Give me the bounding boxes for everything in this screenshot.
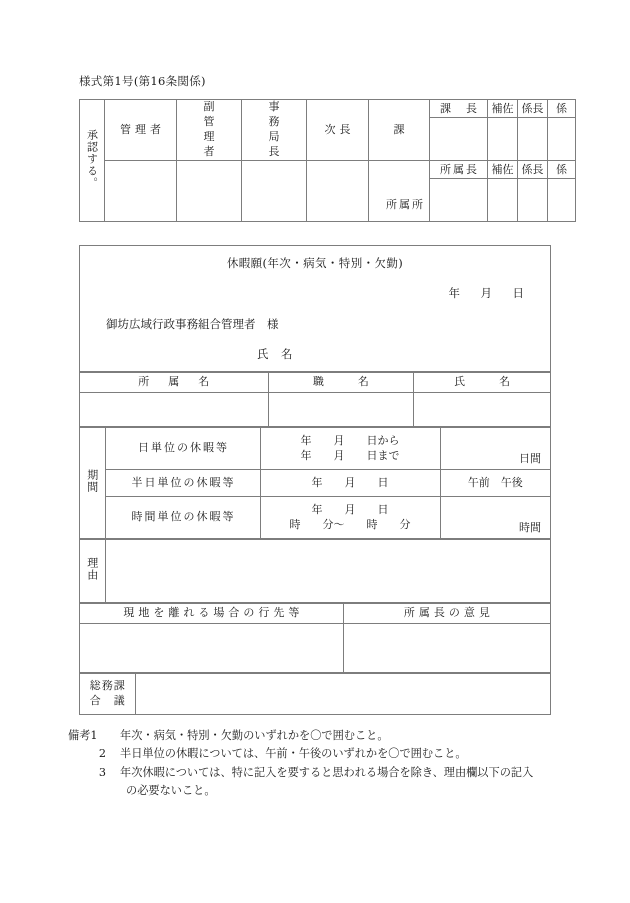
period-row-hour-unit xyxy=(80,497,550,539)
approval-header-hosa-lower xyxy=(488,161,518,179)
approval-label-section-upper: 課 xyxy=(393,123,405,137)
identity-header-name xyxy=(414,373,550,393)
approval-header-kacho-label: 課 長 xyxy=(440,101,479,115)
identity-input-name[interactable] xyxy=(414,393,550,427)
period-row-day-unit xyxy=(80,428,550,470)
date-day-label: 日 xyxy=(512,286,524,300)
note-2-text: 半日単位の休暇については、午前・午後のいずれかを〇で囲むこと。 xyxy=(120,747,467,761)
identity-header-position-label: 職 名 xyxy=(312,375,373,389)
destination-opinion-table xyxy=(80,603,550,673)
approval-cell-approve xyxy=(80,100,105,222)
period-amount-day-label: 日間 xyxy=(519,451,541,465)
reason-label: 理由 xyxy=(85,556,99,581)
approval-cell-secretariat-chief xyxy=(242,100,307,161)
note-item-1 xyxy=(68,727,588,745)
approval-header-row-lower xyxy=(80,161,576,179)
identity-header-name-label: 氏 名 xyxy=(454,375,515,389)
approval-header-kacho xyxy=(430,100,488,118)
supervisor-opinion-header xyxy=(343,604,550,624)
period-amount-hour-label: 時間 xyxy=(519,520,541,534)
identity-input-position[interactable] xyxy=(268,393,414,427)
approval-label-manager: 管理者 xyxy=(120,123,165,137)
approval-header-kakaricho-lower xyxy=(518,161,548,179)
approval-cell-vice-manager xyxy=(177,100,242,161)
form-number: 様式第1号(第16条関係) xyxy=(79,74,206,88)
period-amount-halfday[interactable] xyxy=(440,470,550,497)
identity-header-affiliation xyxy=(80,373,268,393)
note-3-num: 3 xyxy=(98,765,106,779)
period-detail-day-line1: 年 月 日から xyxy=(300,433,400,447)
approval-sign-secretariat-chief[interactable] xyxy=(242,161,307,222)
note-1-text: 年次・病気・特別・欠勤のいずれかを〇で囲むこと。 xyxy=(120,729,389,742)
approval-cell-section-upper xyxy=(369,100,430,161)
general-affairs-row xyxy=(80,674,550,715)
approval-header-kakaricho-upper xyxy=(518,100,548,118)
form-title: 休暇願(年次・病気・特別・欠勤) xyxy=(226,256,404,270)
reason-input[interactable] xyxy=(105,540,550,603)
notes-block xyxy=(68,727,588,801)
approval-header-row-upper xyxy=(80,100,576,118)
note-item-3 xyxy=(68,764,588,782)
applicant-name-label: 氏 名 xyxy=(257,347,293,361)
period-label-cell xyxy=(80,428,105,539)
approval-sign-kakari-upper[interactable] xyxy=(548,118,576,161)
period-amount-day[interactable] xyxy=(440,428,550,470)
approval-cell-section-lower xyxy=(369,161,430,222)
addressee-line: 御坊広域行政事務組合管理者 様 xyxy=(106,317,279,331)
period-amount-halfday-label: 午前 午後 xyxy=(467,475,523,489)
approval-approve-label: 承認する。 xyxy=(85,128,99,189)
approval-sign-kacho[interactable] xyxy=(430,118,488,161)
general-affairs-label-cell xyxy=(80,674,135,715)
approval-sign-kakari-lower[interactable] xyxy=(548,179,576,222)
period-unit-halfday xyxy=(105,470,260,497)
period-unit-hour-label: 時間単位の休暇等 xyxy=(131,510,236,524)
leave-request-form xyxy=(79,245,551,715)
note-2-num: 2 xyxy=(98,747,106,761)
approval-sign-kakaricho-upper[interactable] xyxy=(518,118,548,161)
period-detail-hour-line1: 年 月 日 xyxy=(311,502,389,516)
identity-input-row xyxy=(80,393,550,427)
supervisor-opinion-header-label: 所属長の意見 xyxy=(403,606,494,620)
period-unit-hour xyxy=(105,497,260,539)
approval-sign-manager[interactable] xyxy=(105,161,177,222)
reason-label-cell xyxy=(80,540,105,603)
general-affairs-input[interactable] xyxy=(135,674,550,715)
approval-sign-shozokucho[interactable] xyxy=(430,179,488,222)
destination-header xyxy=(80,604,343,624)
approval-header-shozokucho-label: 所属長 xyxy=(440,162,479,176)
general-affairs-table xyxy=(80,673,550,714)
identity-input-affiliation[interactable] xyxy=(80,393,268,427)
supervisor-opinion-input[interactable] xyxy=(343,624,550,673)
identity-header-affiliation-label: 所 属 名 xyxy=(138,375,214,389)
period-amount-hour[interactable] xyxy=(440,497,550,539)
approval-label-secretariat-line2: 局 長 xyxy=(268,130,309,158)
approval-header-hosa-lower-label: 補佐 xyxy=(491,162,514,176)
approval-header-shozokucho xyxy=(430,161,488,179)
period-unit-halfday-label: 半日単位の休暇等 xyxy=(131,475,236,489)
notes-label xyxy=(68,727,120,745)
approval-label-vice-manager-line1: 副 管 xyxy=(203,100,244,129)
approval-label-deputy-chief: 次長 xyxy=(324,123,355,137)
note-3-text: 年次休暇については、特に記入を要すると思われる場合を除き、理由欄以下の記入 xyxy=(120,765,534,779)
approval-sign-vice-manager[interactable] xyxy=(177,161,242,222)
period-detail-halfday[interactable] xyxy=(260,470,440,497)
approval-header-kakari-upper-label: 係 xyxy=(556,101,567,115)
date-month-label: 月 xyxy=(480,286,492,300)
approval-header-kakaricho-upper-label: 係長 xyxy=(521,101,544,115)
period-table xyxy=(80,427,550,539)
note-1-num: 1 xyxy=(90,729,98,742)
general-affairs-label-line1: 総務課 xyxy=(89,679,126,693)
identity-header-position xyxy=(268,373,414,393)
approval-header-hosa-upper xyxy=(488,100,518,118)
reason-row xyxy=(80,540,550,603)
approval-sign-kakaricho-lower[interactable] xyxy=(518,179,548,222)
note-item-2 xyxy=(68,745,588,763)
approval-header-kakari-lower-label: 係 xyxy=(556,162,567,176)
period-unit-day-label: 日単位の休暇等 xyxy=(138,441,229,455)
general-affairs-label-line2: 合 議 xyxy=(89,694,126,707)
approval-table xyxy=(79,99,576,222)
period-label: 期間 xyxy=(85,468,99,493)
period-detail-hour[interactable] xyxy=(260,497,440,539)
approval-label-section-lower: 所属所 xyxy=(386,198,425,212)
reason-table xyxy=(80,539,550,603)
approval-header-kakari-upper xyxy=(548,100,576,118)
date-year-label: 年 xyxy=(448,286,460,300)
note-item-3-continued: の必要ないこと。 xyxy=(126,784,216,798)
approval-sign-hosa-lower[interactable] xyxy=(488,179,518,222)
approval-sign-deputy-chief[interactable] xyxy=(307,161,369,222)
identity-table xyxy=(80,372,550,427)
destination-opinion-input-row xyxy=(80,624,550,673)
notes-label-text: 備考 xyxy=(68,729,91,742)
period-detail-day-line2: 年 月 日まで xyxy=(300,448,400,462)
period-unit-day xyxy=(105,428,260,470)
submission-date-line xyxy=(449,285,525,301)
approval-header-kakari-lower xyxy=(548,161,576,179)
approval-cell-manager xyxy=(105,100,177,161)
destination-opinion-header-row xyxy=(80,604,550,624)
approval-header-kakaricho-lower-label: 係長 xyxy=(521,162,544,176)
destination-header-label: 現地を離れる場合の行先等 xyxy=(123,606,304,620)
approval-label-secretariat-line1: 事 務 xyxy=(268,100,309,129)
period-detail-day[interactable] xyxy=(260,428,440,470)
approval-header-hosa-upper-label: 補佐 xyxy=(491,101,514,115)
period-detail-hour-line2: 時 分〜 時 分 xyxy=(289,517,411,531)
identity-header-row xyxy=(80,373,550,393)
period-detail-halfday-line1: 年 月 日 xyxy=(311,475,389,489)
approval-sign-hosa-upper[interactable] xyxy=(488,118,518,161)
period-row-halfday-unit xyxy=(80,470,550,497)
approval-label-vice-manager-line2: 理 者 xyxy=(203,130,244,158)
destination-input[interactable] xyxy=(80,624,343,673)
form-header-block xyxy=(80,246,550,372)
approval-cell-deputy-chief xyxy=(307,100,369,161)
